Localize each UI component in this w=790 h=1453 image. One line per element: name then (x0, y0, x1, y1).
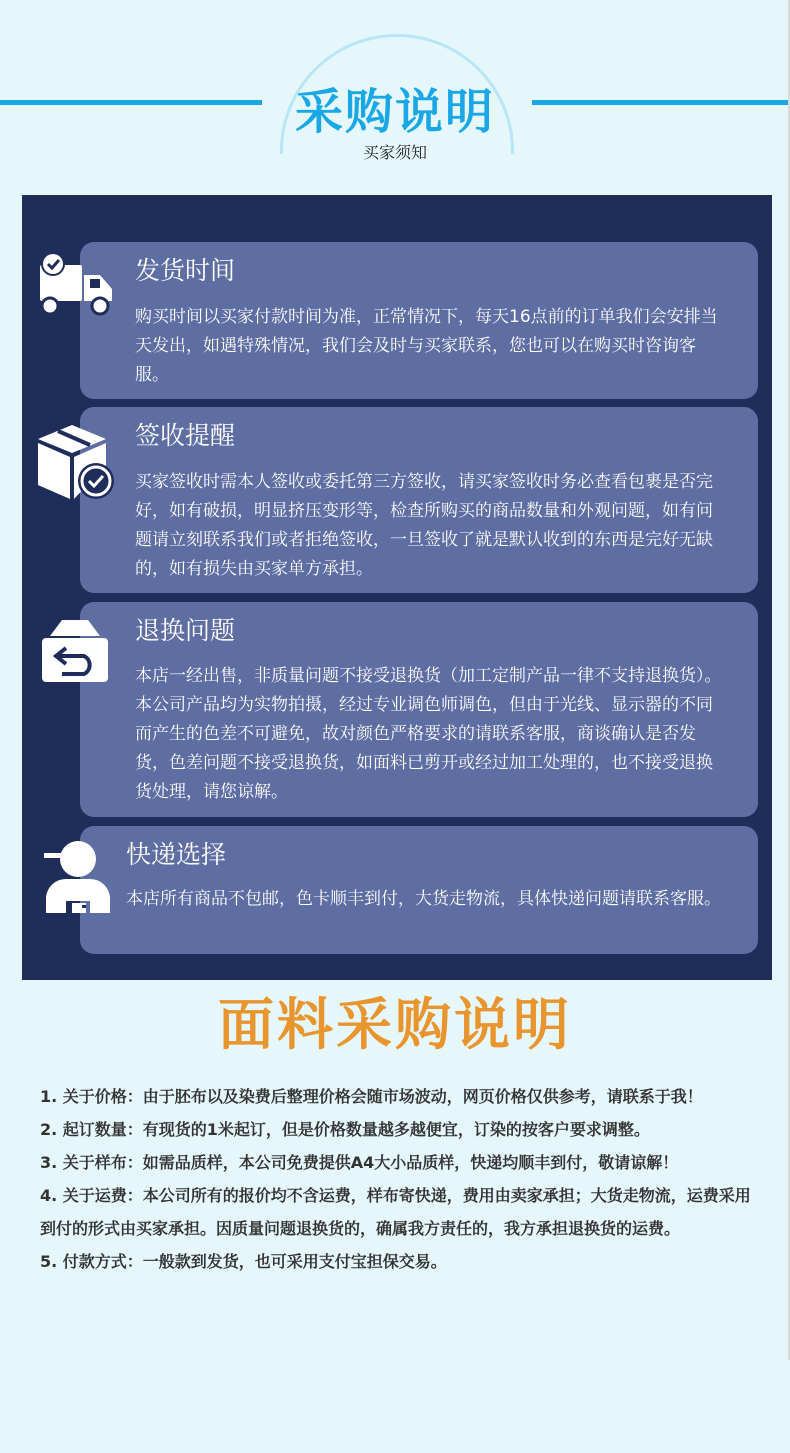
note-item-price: 1. 关于价格：由于胚布以及染费后整理价格会随市场波动，网页价格仅供参考，请联系于我！ (40, 1087, 703, 1106)
note-item-min-order: 2. 起订数量：有现货的1米起订，但是价格数量越多越便宜，订染的按客户要求调整。 (40, 1120, 650, 1139)
delivery-truck-icon (36, 251, 118, 317)
section-body-receipt: 买家签收时需本人签收或委托第三方签收，请买家签收时务必查看包裹是否完好，如有破损，明显挤压变形等，检查所购买的商品数量和外观问题，如有问题请立刻联系我们或者拒绝签收，一旦签收了就是默认收到的东西是完好无缺的，如有损失由买家单方承担。 (135, 472, 713, 579)
section-title-returns: 退换问题 (135, 616, 236, 645)
section-title-shipping: 发货时间 (135, 256, 236, 285)
fabric-purchase-title: 面料采购说明 (218, 993, 572, 1058)
section-body-courier: 本店所有商品不包邮，色卡顺丰到付，大货走物流，具体快递问题请联系客服。 (126, 889, 721, 909)
page-subtitle: 买家须知 (362, 143, 427, 162)
page-title: 采购说明 (294, 84, 495, 140)
note-item-samples: 3. 关于样布：如需品质样，本公司免费提供A4大小品质样，快递均顺丰到付，敬请谅解！ (40, 1153, 679, 1172)
section-body-returns: 本店一经出售，非质量问题不接受退换货（加工定制产品一律不支持退换货）。本公司产品均为实物拍摄，经过专业调色师调色，但由于光线、显示器的不同而产生的色差不可避免，故对颜色严格要求的请联系客服，商谈确认是否发货，色差问题不接受退换货，如面料已剪开或经过加工处理的，也不接受退换货处理，请您谅解。 (135, 666, 722, 802)
return-box-icon (40, 616, 110, 686)
note-item-payment: 5. 付款方式：一般款到发货，也可采用支付宝担保交易。 (40, 1252, 447, 1271)
note-item-shipping-fee: 4. 关于运费：本公司所有的报价均不含运费，样布寄快递，费用由卖家承担；大货走物流，运费采用到付的形式由买家承担。因质量问题退换货的，确属我方责任的，我方承担退换货的运费。 (40, 1186, 751, 1238)
buyer-notice-panel (22, 195, 772, 980)
courier-person-icon (42, 839, 112, 915)
package-check-icon (36, 421, 120, 505)
section-body-shipping: 购买时间以买家付款时间为准，正常情况下，每天16点前的订单我们会安排当天发出，如遇特殊情况，我们会及时与买家联系，您也可以在购买时咨询客服。 (135, 307, 718, 385)
section-title-receipt: 签收提醒 (135, 421, 236, 450)
section-title-courier: 快递选择 (126, 840, 227, 869)
fabric-notes-list (40, 1080, 762, 1278)
